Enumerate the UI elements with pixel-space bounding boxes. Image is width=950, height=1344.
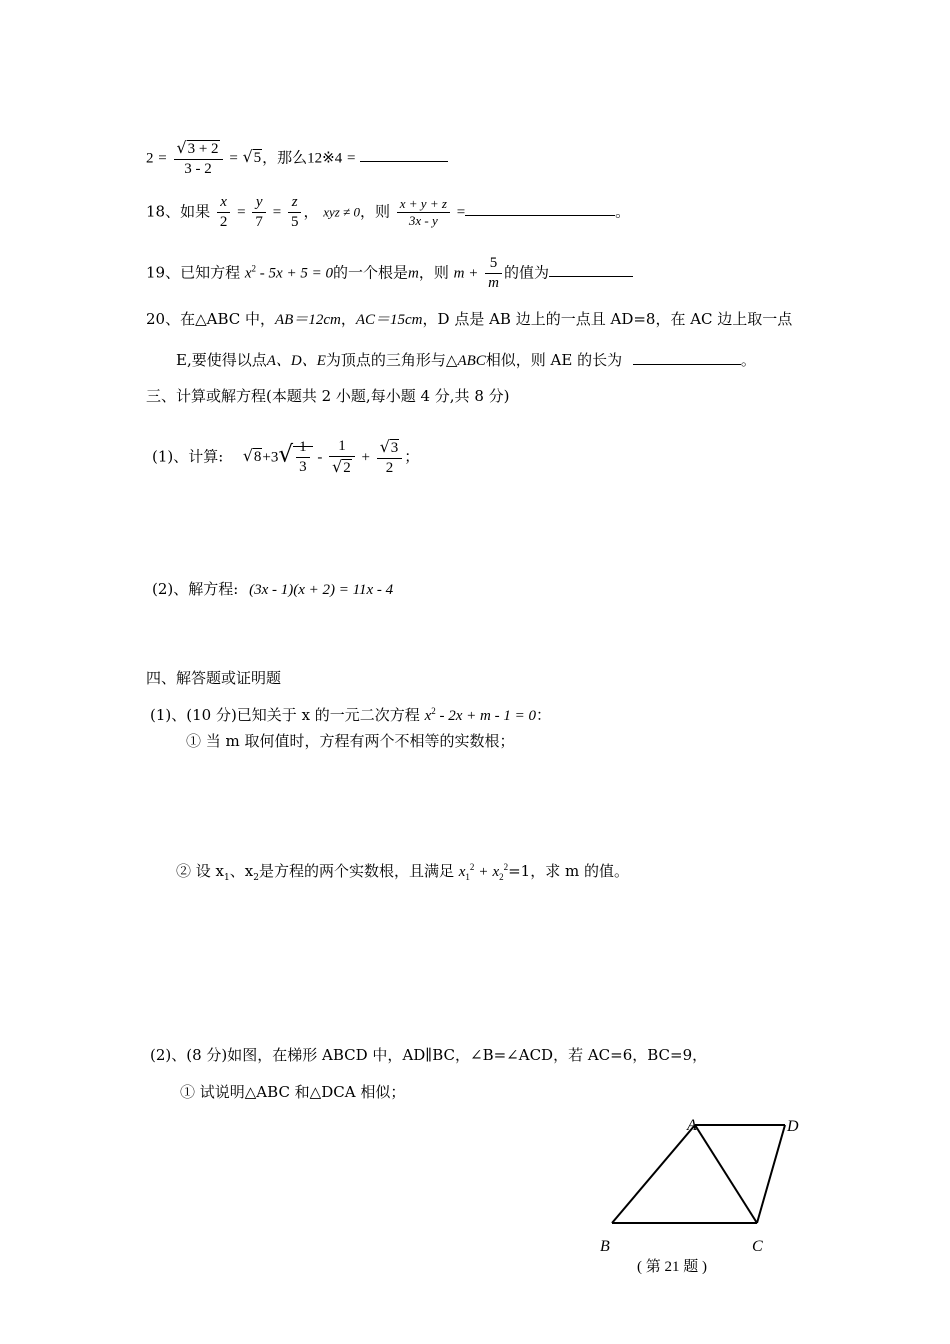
q20-text-b: ，D 点是 AB 边上的一点且 AD=8，在 AC 边上取一点 [422, 310, 793, 328]
q18-frac-4: $\frac{x + y + z}{3x - y}$ [397, 196, 450, 230]
q20-answer-blank[interactable] [633, 364, 741, 365]
sec3-problem-2 [152, 582, 393, 598]
edge-dc [757, 1125, 785, 1223]
sec4-q1-sub2-s1: 1 [224, 873, 230, 883]
q19-then: ，则 [418, 263, 449, 282]
sec4-q1-sub2 [176, 863, 629, 883]
q18-condition: xyz ≠ 0 [323, 204, 360, 220]
edge-ac [695, 1125, 757, 1223]
edge-ab [612, 1125, 695, 1223]
trapezoid-figure [600, 1115, 810, 1235]
vertex-label-b: B [600, 1238, 610, 1255]
sec3-p1-plus: + [361, 449, 370, 466]
vertex-label-a: A [687, 1117, 697, 1134]
section-3-title: 三、计算或解方程(本题共 2 小题,每小题 4 分,共 8 分) [146, 387, 510, 405]
q20-end: 。 [740, 351, 756, 369]
q19-eq-pow: 2 [251, 263, 257, 274]
q17-fraction: $\frac{√3 + 2}{3 - 2}$ [174, 138, 223, 179]
sec3-p1-label: (1)、计算: [152, 447, 224, 466]
sec3-p1-frac-1: $\frac{1}{3}$ [296, 438, 310, 477]
q19-expr-m: m + [453, 265, 479, 282]
sec4-q1-eq-plus: + [479, 864, 488, 880]
q20-ab: AB＝12cm [275, 312, 341, 328]
q18-eq3: = [456, 204, 466, 221]
sec4-q1-eq-x1: x [458, 864, 466, 880]
q19-tail: 的值为 [503, 263, 549, 282]
q18-eq1: = [237, 204, 246, 221]
sec3-problem-1: (1)、计算: √8+3√ $\frac{1}{3}$ - $\frac{1}{√2}$ + $\frac{√3}{2}$ ； [152, 437, 420, 476]
q19-eq-x: x [244, 265, 252, 282]
sec4-q1-pow: 2 [431, 706, 436, 716]
sec4-q1-eq-s2: 2 [499, 872, 504, 882]
q20-text-a: 20、在△ABC 中， [146, 310, 276, 328]
q20-triangle: △ABC [445, 353, 486, 369]
q17-rad5: 5 [253, 150, 262, 167]
q17-eq3: = [347, 150, 356, 167]
sec4-q1-eq-s1: 1 [465, 872, 470, 882]
q18-frac-2: $\frac{y}{7}$ [252, 193, 266, 232]
q20-text-e: 相似，则 AE 的长为 [485, 351, 623, 369]
vertex-label-d: D [787, 1118, 799, 1135]
sec4-q1-label: (1)、(10 分)已知关于 x 的一元二次方程 [150, 706, 420, 724]
q18-prefix: 18、如果 [146, 202, 211, 221]
sec3-p2-label: (2)、解方程: [152, 580, 239, 598]
q17-eq2: = [229, 150, 238, 167]
q20-text-c: E,要使得以点 [176, 351, 267, 369]
sec4-q1-eq-p1: 2 [469, 862, 475, 872]
q19-eq-rest: - 5x + 5 = 0 [256, 265, 333, 282]
sec3-p1-frac-3: $\frac{√3}{2}$ [377, 437, 403, 478]
vertex-label-c: C [752, 1238, 763, 1255]
q17-frac-den: 3 - 2 [184, 160, 212, 177]
q17-text: ，那么 [262, 148, 308, 167]
section-4-title: 四、解答题或证明题 [146, 669, 282, 687]
q19-root: m [407, 265, 419, 282]
sec4-q1-sub2-c: 是方程的两个实数根，且满足 [258, 862, 454, 880]
sec4-q1-eq-rest: =1，求 m 的值。 [508, 862, 629, 880]
q20-line-1 [146, 312, 792, 328]
q17-lhs: 2 [146, 150, 154, 167]
q20-comma: ， [340, 310, 356, 328]
q18-frac-3: $\frac{z}{5}$ [288, 193, 302, 232]
q18-line: 18、如果 $\frac{x}{2}$ = $\frac{y}{7}$ = $\frac{z}{5}$ ， xyz ≠ 0，则 $\frac{x + y + z}{3x - y}$ = 。 [146, 194, 631, 230]
sec4-q1-eq-x2: x [492, 864, 500, 880]
q17-eq1: = [158, 150, 167, 167]
q17-tail-line: 2 = $\frac{√3 + 2}{3 - 2}$ = √5，那么12※4 = [146, 138, 448, 179]
q19-mid: 的一个根是 [332, 263, 408, 282]
q17-expr: 12※4 [307, 150, 343, 167]
sec4-q1-eq-p2: 2 [503, 862, 509, 872]
q20-points: A、D、E [266, 353, 326, 369]
sec4-q1-sub2-b: 、x [229, 862, 254, 880]
sec4-q1-line [150, 707, 551, 724]
sec3-p1-rad8: 8 [253, 449, 262, 466]
q17-answer-blank[interactable] [360, 161, 448, 162]
sec3-p1-end: ； [404, 447, 420, 466]
figure-caption: ( 第 21 题 ) [637, 1259, 707, 1275]
q19-frac: $\frac{5}{m}$ [485, 254, 502, 293]
q17-frac-num: 3 + 2 [187, 141, 219, 157]
sec4-q1-sub2-a: ② 设 x [176, 862, 224, 880]
q19-prefix: 19、已知方程 [146, 263, 241, 282]
q20-ac: AC＝15cm [355, 312, 423, 328]
sec3-p1-frac-2: $\frac{1}{√2}$ [329, 437, 355, 478]
q18-eq2: = [272, 204, 282, 221]
sec4-q1-sub1: ① 当 m 取何值时，方程有两个不相等的实数根； [186, 732, 515, 750]
q18-answer-blank[interactable] [465, 215, 615, 216]
sec3-p2-expr: (3x - 1)(x + 2) = 11x - 4 [249, 582, 394, 598]
sec4-q1-colon: ： [536, 706, 552, 724]
q18-then: ，则 [359, 202, 390, 221]
sec4-q1-rest: - 2x + m - 1 = 0 [435, 708, 536, 724]
sec4-q2-line: (2)、(8 分)如图，在梯形 ABCD 中，AD∥BC，∠B=∠ACD，若 AC=6，BC=9， [150, 1046, 708, 1064]
q19-line [146, 254, 633, 293]
q19-answer-blank[interactable] [549, 276, 633, 277]
q18-frac-1: $\frac{x}{2}$ [217, 193, 231, 232]
q20-line-2 [176, 353, 756, 369]
sec4-q1-sub2-s2: 2 [253, 873, 259, 883]
sec4-q2-sub1: ① 试说明△ABC 和△DCA 相似； [180, 1083, 406, 1101]
sec3-p1-plus3: +3 [262, 449, 279, 466]
sec4-q1-x: x [424, 708, 432, 724]
q20-text-d: 为顶点的三角形与 [325, 351, 446, 369]
sec3-p1-minus: - [317, 449, 323, 466]
q18-end: 。 [615, 202, 631, 221]
